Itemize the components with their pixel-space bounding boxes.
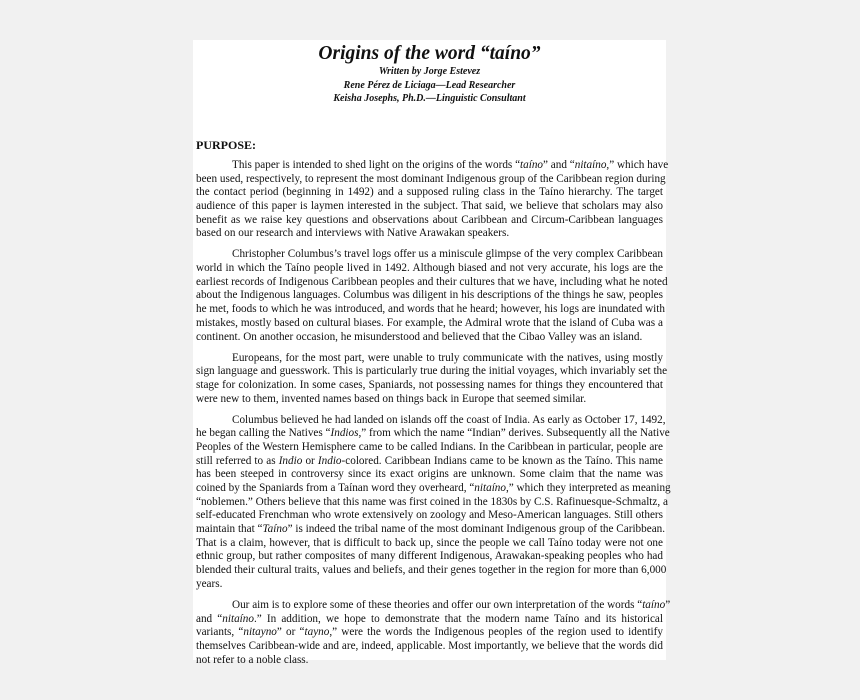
text-run: sign language and guesswork. This is particularly true during the initial voyages, which invariably set the bbox=[196, 365, 668, 378]
text-run: about the Indigenous languages. Columbus was diligent in his descriptions of the things he saw, peoples bbox=[196, 289, 663, 302]
paragraph bbox=[196, 248, 668, 344]
text-run: based on our research and interviews with Native Arawakan speakers. bbox=[196, 227, 510, 240]
text-line bbox=[196, 654, 663, 668]
text-run: variants, “ bbox=[196, 626, 244, 639]
text-line bbox=[196, 379, 663, 393]
text-run: themselves Caribbean-wide and are, indeed, applicable. Most importantly, we believe that the words did bbox=[196, 639, 663, 652]
text-line bbox=[196, 523, 666, 537]
text-line bbox=[196, 331, 663, 345]
text-run: Peoples of the Western Hemisphere came to be called Indians. In the Caribbean in particular, people are bbox=[196, 440, 663, 453]
text-line bbox=[196, 509, 663, 523]
italic-term: taíno bbox=[520, 159, 544, 171]
text-run: ” from which the name “Indian” derives. Subsequently all the Native bbox=[361, 427, 670, 440]
italic-term: nitaíno bbox=[474, 482, 506, 495]
text-run: ” is indeed the tribal name of the most dominant Indigenous group of the Caribbean. bbox=[287, 523, 666, 536]
text-run: ” bbox=[665, 598, 671, 611]
text-run: he began calling the Natives “ bbox=[196, 427, 331, 440]
text-line bbox=[196, 172, 666, 187]
text-run: -colored. Caribbean Indians came to be known as the Taíno. This name bbox=[341, 454, 663, 467]
text-line bbox=[196, 159, 669, 173]
text-run: audience of this paper is laymen interested in the subject. That said, we believe that scholars may also bbox=[196, 200, 663, 213]
text-line bbox=[196, 317, 663, 331]
text-line bbox=[196, 275, 668, 290]
italic-term: Taíno bbox=[262, 523, 288, 536]
text-run: self-educated Frenchman who wrote extensively on zoology and Meso-American languages. Still others bbox=[196, 509, 663, 522]
paragraph bbox=[196, 351, 668, 407]
italic-term: taíno bbox=[642, 598, 666, 611]
italic-term: Indio bbox=[278, 454, 303, 467]
text-run: ,” were the words the Indigenous peoples of the region used to identify bbox=[329, 626, 663, 639]
text-run: ,” which they interpreted as meaning bbox=[506, 482, 671, 495]
text-line bbox=[196, 227, 663, 241]
text-run: continent. On another occasion, he misunderstood and believed that the Cibao Valley was an island. bbox=[196, 330, 643, 343]
text-line bbox=[196, 550, 663, 564]
text-run: ” which have bbox=[609, 159, 669, 171]
italic-term: tayno bbox=[304, 626, 330, 639]
paragraph bbox=[196, 413, 671, 592]
text-line bbox=[196, 626, 663, 640]
text-run: years. bbox=[196, 577, 223, 590]
paragraph bbox=[196, 159, 669, 241]
text-line bbox=[196, 262, 663, 276]
italic-term: nitayno bbox=[243, 626, 277, 639]
text-run: world in which the Taíno people lived in 1492. Although biased and not very accurate, his logs are the bbox=[196, 262, 663, 275]
text-run: coined by the Spaniards from a Taínan word they overheard, “ bbox=[196, 482, 475, 495]
text-run: mistakes, mostly based on cultural biases. For example, the Admiral wrote that the island of Cuba was a bbox=[196, 316, 663, 329]
text-line bbox=[196, 495, 668, 510]
section-heading-purpose: PURPOSE: bbox=[196, 138, 256, 152]
italic-term: Indio bbox=[317, 454, 342, 467]
text-line bbox=[196, 365, 668, 379]
text-line bbox=[196, 640, 663, 654]
text-line bbox=[196, 413, 666, 428]
document-title: Origins of the word “taíno” bbox=[318, 43, 541, 64]
document-page bbox=[193, 40, 671, 666]
text-run: .” In addition, we hope to demonstrate that the modern name Taíno and its historical bbox=[253, 612, 663, 625]
text-run: the contact period (beginning in 1492) and a supposed ruling class in the Taíno hierarchy. The target bbox=[196, 186, 663, 199]
text-run: “noblemen.” Others believe that this name was first coined in the 1830s by C.S. Rafinuesque-Schmaltz, a bbox=[196, 495, 668, 508]
italic-term: nitaíno bbox=[222, 612, 254, 625]
text-run: he met, foods to which he was introduced, and words that he heard; however, his logs are inundated with bbox=[196, 303, 665, 316]
text-run: ” or “ bbox=[276, 626, 305, 639]
text-run: Europeans, for the most part, were unable to truly communicate with the natives, using mostly bbox=[232, 351, 663, 364]
document-body bbox=[196, 159, 671, 675]
text-run: ethnic group, but rather composites of many different Indigenous, Arawakan-speaking peoples who had bbox=[196, 550, 663, 563]
text-line bbox=[196, 441, 663, 455]
text-line bbox=[196, 468, 663, 482]
text-run: Christopher Columbus’s travel logs offer us a miniscule glimpse of the very complex Caribbean bbox=[232, 248, 663, 261]
italic-term: Indios, bbox=[330, 427, 362, 440]
text-run: stage for colonization. In some cases, Spaniards, not possessing names for things they encountered that bbox=[196, 378, 663, 391]
text-run: That is a claim, however, that is difficult to back up, since the people we call Taíno today were not one bbox=[196, 536, 663, 549]
text-run: still referred to as bbox=[196, 454, 279, 467]
text-line bbox=[196, 482, 671, 496]
text-line bbox=[196, 214, 663, 228]
text-run: maintain that “ bbox=[196, 523, 263, 536]
text-run: This paper is intended to shed light on the origins of the words “ bbox=[232, 159, 521, 171]
paragraph bbox=[196, 598, 671, 667]
text-line bbox=[196, 393, 663, 407]
text-run: Columbus believed he had landed on islands off the coast of India. As early as October 17, 1492, bbox=[232, 413, 666, 426]
text-line bbox=[196, 289, 663, 303]
text-line bbox=[196, 303, 663, 317]
text-line bbox=[196, 537, 663, 551]
text-line bbox=[196, 598, 671, 613]
text-line bbox=[196, 455, 663, 469]
text-line bbox=[196, 613, 663, 627]
text-line bbox=[196, 564, 667, 578]
text-run: blended their cultural traits, values and beliefs, and their genes together in the region for more than 6,000 bbox=[196, 564, 667, 577]
text-line bbox=[196, 578, 663, 592]
researcher-credit: Rene Pérez de Liciaga—Lead Researcher bbox=[343, 79, 516, 91]
text-line bbox=[196, 200, 663, 214]
italic-term: nitaíno, bbox=[574, 159, 610, 171]
consultant-credit: Keisha Josephs, Ph.D.—Linguistic Consultant bbox=[333, 93, 526, 104]
text-run: benefit as we raise key questions and observations about Caribbean and Circum-Caribbean languages bbox=[196, 213, 663, 226]
text-run: not refer to a noble class. bbox=[196, 653, 309, 666]
text-run: Our aim is to explore some of these theories and offer our own interpretation of the words “ bbox=[232, 598, 643, 611]
text-run: been used, respectively, to represent the most dominant Indigenous group of the Caribbean region during bbox=[196, 172, 666, 185]
text-line bbox=[196, 427, 670, 441]
text-line bbox=[196, 186, 663, 200]
text-line bbox=[196, 352, 663, 366]
text-run: earliest records of Indigenous Caribbean peoples and their cultures that we have, including what he noted bbox=[196, 275, 668, 288]
text-run: and “ bbox=[196, 612, 223, 625]
text-run: or bbox=[302, 454, 318, 467]
text-line bbox=[196, 248, 663, 262]
text-run: were new to them, invented names based on things back in Europe that seemed similar. bbox=[196, 392, 587, 405]
text-run: has been steeped in controversy since its exact origins are unknown. Some claim that the name was bbox=[196, 468, 663, 481]
text-run: ” and “ bbox=[543, 159, 575, 171]
author-credit: Written by Jorge Estevez bbox=[378, 66, 481, 77]
